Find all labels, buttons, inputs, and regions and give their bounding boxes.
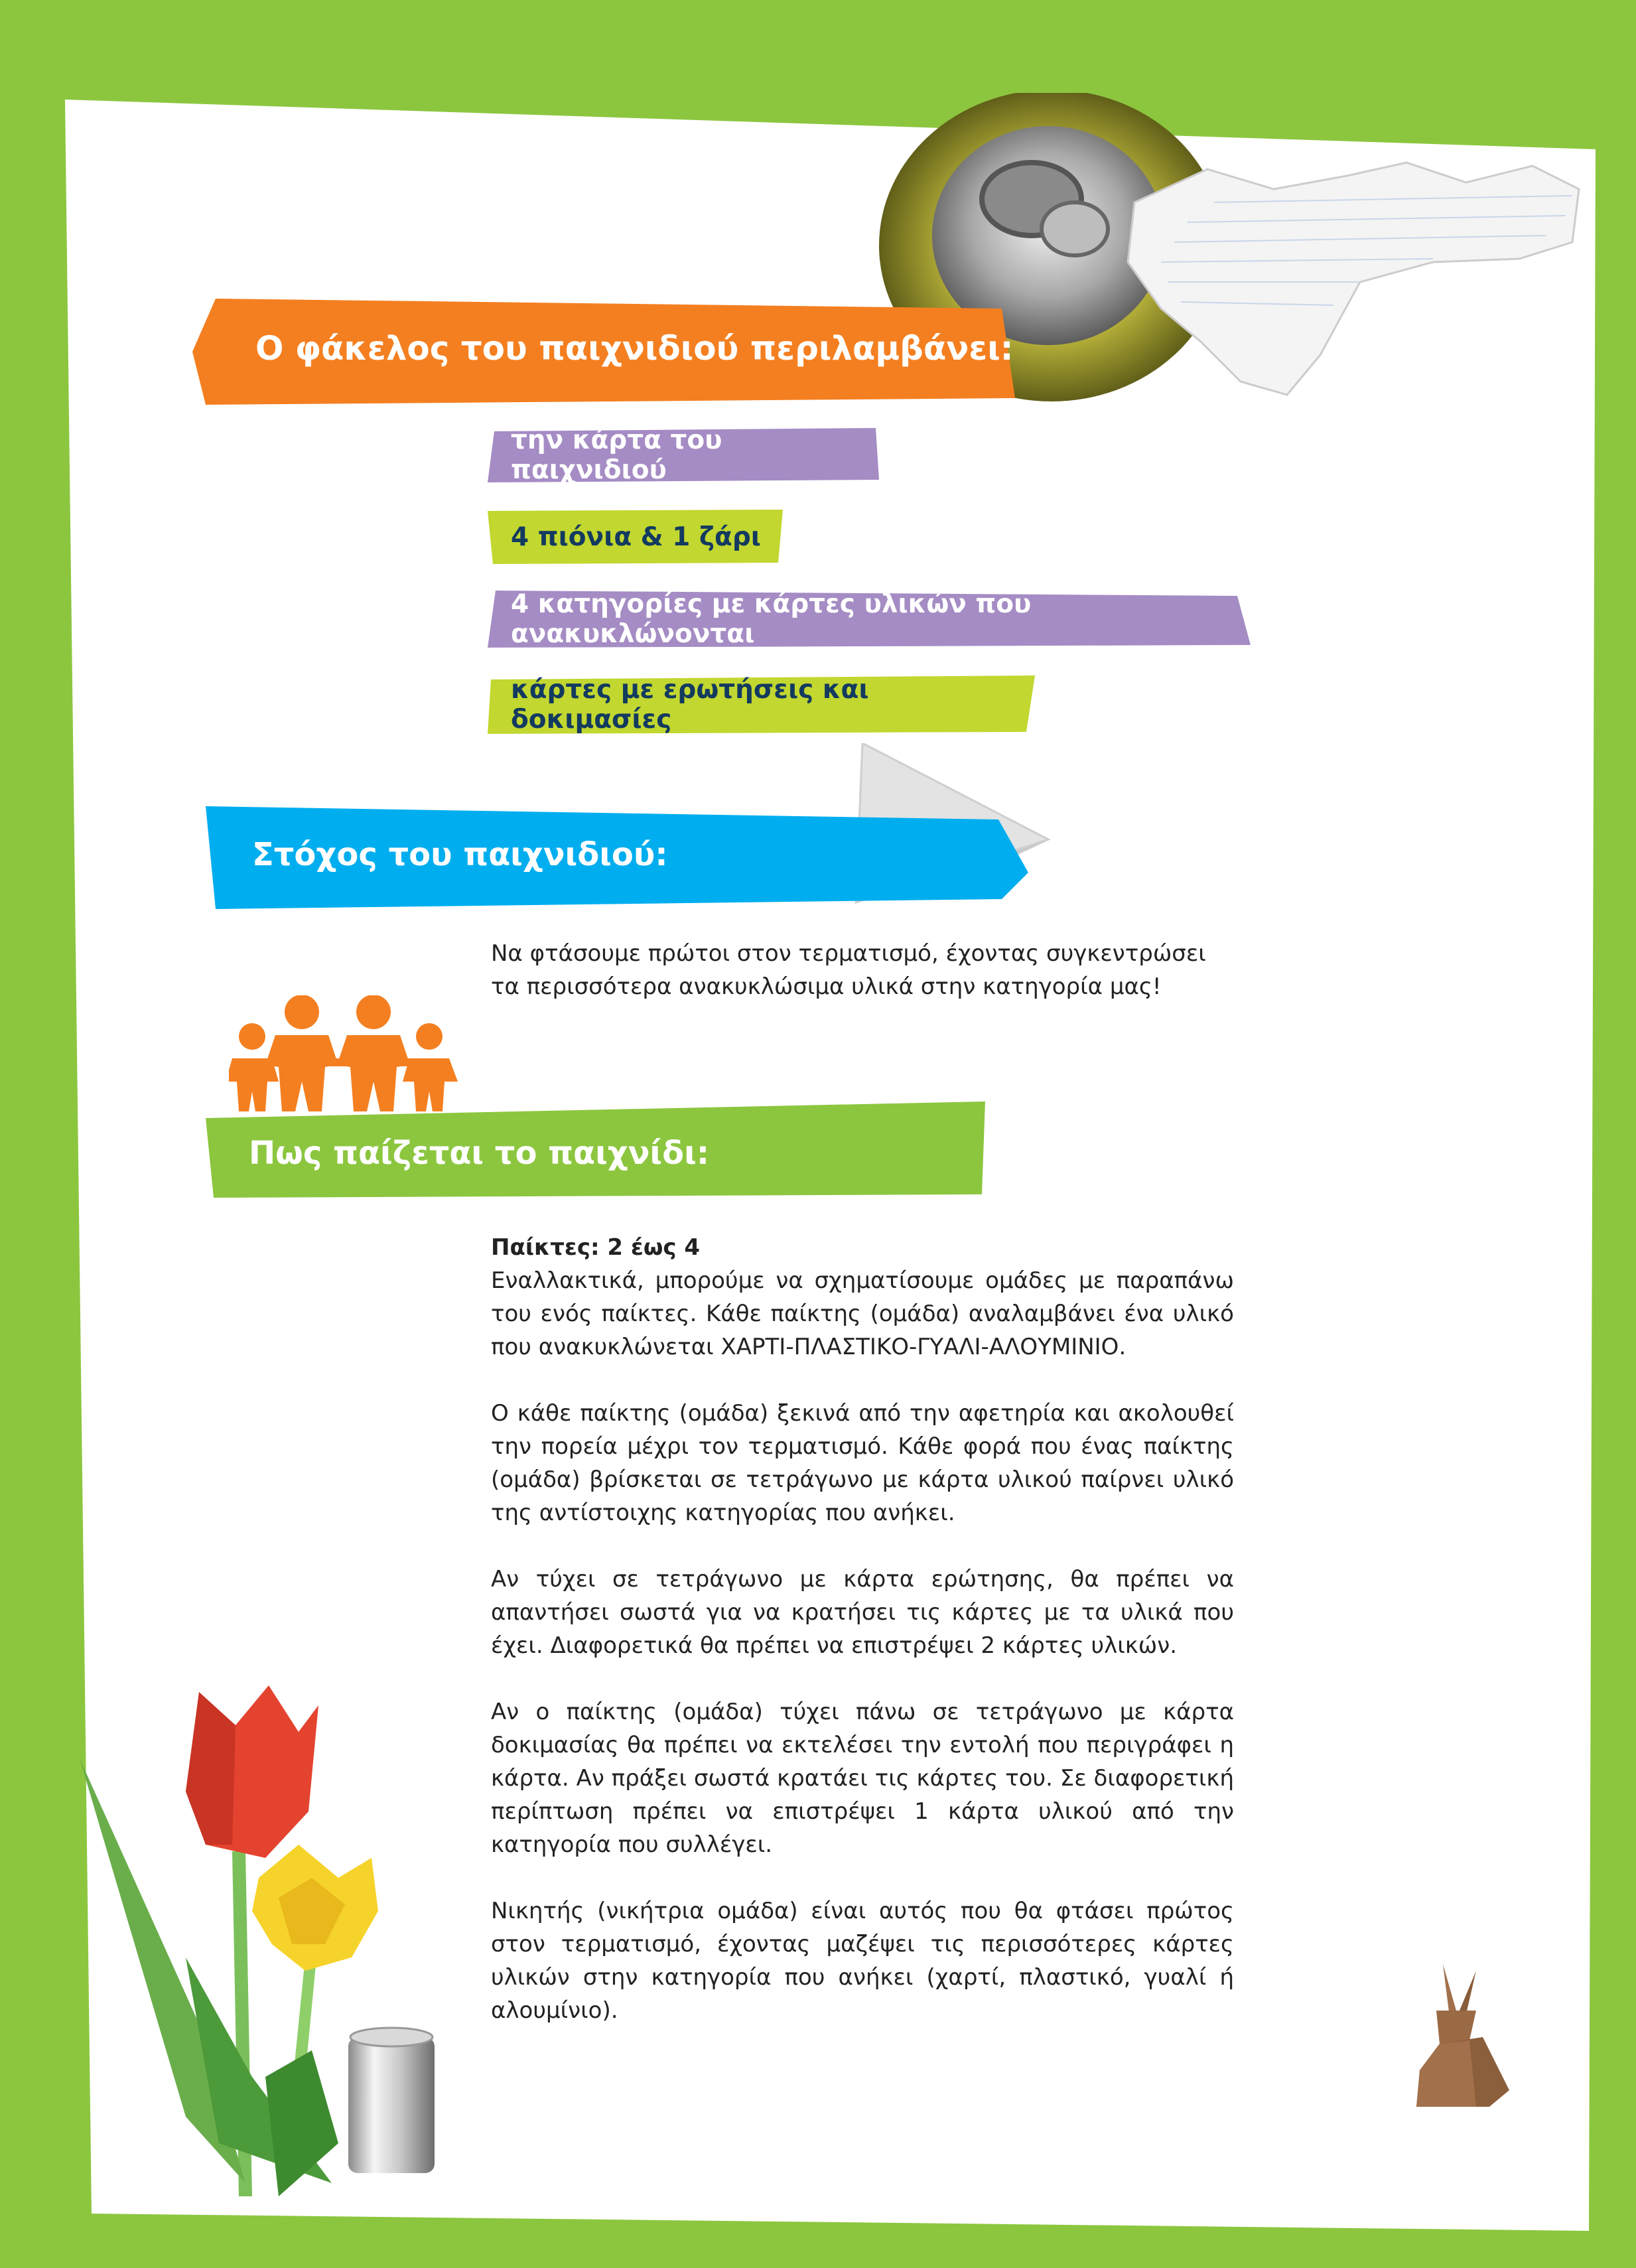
contents-item-3: 4 κατηγορίες με κάρτες υλικών που ανακυκλώνονται: [488, 591, 1251, 648]
howto-paragraph-1: Εναλλακτικά, μπορούμε να σχηματίσουμε ομάδες με παραπάνω του ενός παίκτες. Κάθε παίκτης (ομάδα) αναλαμβάνει ένα υλικό που ανακυκλώνεται ΧΑΡΤΙ-ΠΛΑΣΤΙΚΟ-ΓΥΑΛΙ-ΑΛΟΥΜΙΝΙΟ.: [491, 1267, 1234, 1360]
contents-item-2: 4 πιόνια & 1 ζάρι: [488, 510, 783, 564]
howto-paragraph-2: Ο κάθε παίκτης (ομάδα) ξεκινά από την αφετηρία και ακολουθεί την πορεία μέχρι τον τερματισμό. Κάθε φορά που ένας παίκτης (ομάδα) βρίσκεται σε τετράγωνο με κάρτα υλικού παίρνει υλικό της αντίστοιχης κατηγορίας που ανήκει.: [491, 1400, 1234, 1526]
goal-text-line-2: τα περισσότερα ανακυκλώσιμα υλικά στην κατηγορία μας!: [491, 973, 1162, 1000]
contents-banner: [192, 299, 1015, 405]
contents-item-1: την κάρτα του παιχνιδιού: [488, 428, 879, 482]
contents-banner-title: Ο φάκελος του παιχνιδιού περιλαμβάνει:: [255, 329, 1014, 368]
crumpled-paper-icon: [1121, 143, 1586, 401]
howto-paragraph-5: Νικητής (νικήτρια ομάδα) είναι αυτός που θα φτάσει πρώτος στον τερματισμό, έχοντας μαζέψει τις περισσότερες κάρτες υλικών στην κατηγορία που ανήκει (χαρτί, πλαστικό, γυαλί ή αλουμίνιο).: [491, 1898, 1234, 2024]
paper-people-chain-icon: [229, 995, 458, 1111]
aluminium-can-icon: [345, 2024, 438, 2183]
howto-text: [491, 1231, 1234, 2060]
goal-text: [491, 937, 1241, 1003]
howto-paragraph-4: Αν ο παίκτης (ομάδα) τύχει πάνω σε τετράγωνο με κάρτα δοκιμασίας θα πρέπει να εκτελέσει την εντολή που περιγράφει η κάρτα. Αν πράξει σωστά κρατάει τις κάρτες του. Σε διαφορετική περίπτωση πρέπει να επιστρέψει 1 κάρτα υλικού από την κατηγορία που συλλέγει.: [491, 1699, 1234, 1858]
origami-rabbit-icon: [1403, 1964, 1509, 2110]
goal-banner: [206, 806, 1028, 909]
contents-item-4: κάρτες με ερωτήσεις και δοκιμασίες: [488, 675, 1035, 734]
howto-paragraph-3: Αν τύχει σε τετράγωνο με κάρτα ερώτησης, θα πρέπει να απαντήσει σωστά για να κρατήσει τις κάρτες με τα υλικά που έχει. Διαφορετικά θα πρέπει να επιστρέψει 2 κάρτες υλικών.: [491, 1566, 1234, 1659]
howto-banner-title: Πως παίζεται το παιχνίδι:: [249, 1134, 710, 1172]
goal-banner-title: Στόχος του παιχνιδιού:: [252, 835, 668, 873]
players-heading: Παίκτες: 2 έως 4: [491, 1234, 701, 1261]
howto-banner: [206, 1101, 985, 1198]
goal-text-line-1: Να φτάσουμε πρώτοι στον τερματισμό, έχοντας συγκεντρώσει: [491, 940, 1206, 967]
